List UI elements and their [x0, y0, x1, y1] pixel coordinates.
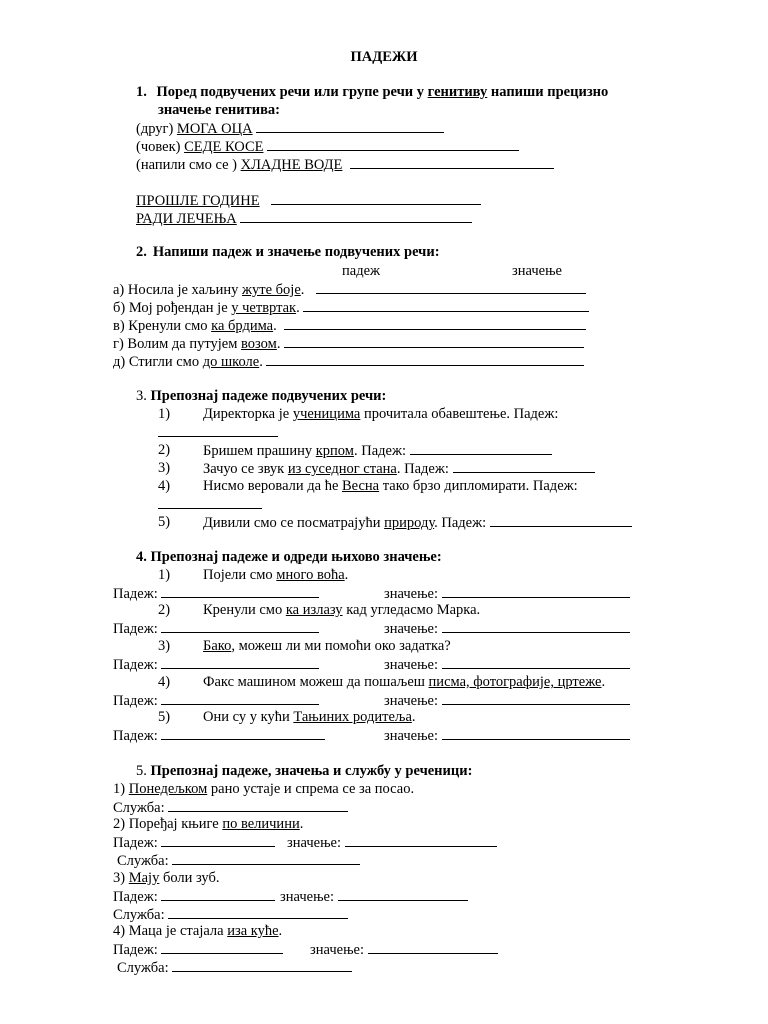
- case-blank[interactable]: [161, 887, 275, 901]
- s1-item-underlined: РАДИ ЛЕЧЕЊА: [136, 211, 237, 227]
- s3-item-4-blank-line: [158, 495, 262, 514]
- section-2-number: 2.: [136, 244, 147, 260]
- s3-item-3: [158, 459, 449, 477]
- meaning-blank[interactable]: [345, 833, 497, 847]
- s4-answer-row-2: [113, 619, 319, 638]
- s4-item-suffix: .: [411, 709, 416, 725]
- s5-item-3: [113, 869, 220, 887]
- s3-item-underlined: из суседног стана: [287, 461, 397, 477]
- s5-meaning-row-2: [287, 833, 497, 852]
- s5-item-underlined: по величини: [222, 816, 300, 832]
- section-2-heading: [136, 243, 440, 261]
- section-1-heading: [136, 83, 608, 101]
- s2-item-underlined: жуте боје: [242, 282, 301, 298]
- s4-item-3: [158, 637, 451, 655]
- s1-item-3: [136, 155, 554, 174]
- s2-item-suffix: .: [259, 354, 263, 370]
- s4-item-prefix: Кренули смо: [203, 602, 286, 618]
- case-label: Падеж:: [113, 835, 158, 851]
- answer-blank[interactable]: [256, 119, 444, 133]
- meaning-blank[interactable]: [442, 584, 630, 598]
- s5-case-row-3: [113, 887, 275, 906]
- column-header-meaning: значење: [512, 263, 562, 279]
- s3-item-prefix: Бришем прашину: [203, 443, 316, 459]
- answer-blank[interactable]: [284, 334, 584, 348]
- page-title: ПАДЕЖИ: [350, 49, 418, 65]
- s3-item-5: [158, 513, 487, 531]
- s4-meaning-row-5: [384, 726, 630, 745]
- s4-item-2: [158, 601, 481, 619]
- case-blank[interactable]: [161, 726, 325, 740]
- service-label: Служба:: [117, 853, 169, 869]
- service-blank[interactable]: [168, 905, 348, 919]
- answer-blank[interactable]: [271, 191, 481, 205]
- s4-item-underlined: ка излазу: [285, 602, 343, 618]
- s3-item-number: 2): [158, 442, 171, 458]
- answer-blank[interactable]: [453, 459, 595, 473]
- case-blank[interactable]: [161, 619, 319, 633]
- s4-item-4: [158, 673, 606, 691]
- answer-blank[interactable]: [266, 352, 584, 366]
- s4-item-5: [158, 708, 416, 726]
- service-blank[interactable]: [168, 798, 348, 812]
- s5-item-suffix: .: [278, 923, 283, 939]
- s1-item-prefix: (човек): [136, 139, 185, 155]
- case-label: Падеж:: [113, 586, 158, 602]
- case-label: Падеж:: [113, 728, 158, 744]
- s5-item-underlined: Понедељком: [128, 781, 208, 797]
- s4-item-prefix: Појели смо: [203, 567, 277, 583]
- s3-item-underlined: природу: [384, 515, 435, 531]
- s1-item-5: [136, 209, 472, 228]
- s3-item-2: [158, 441, 406, 459]
- s2-item-prefix: б) Мој рођендан је: [113, 300, 232, 316]
- s5-item-suffix: боли зуб.: [159, 870, 220, 886]
- s4-item-suffix: .: [601, 674, 606, 690]
- s2-item-prefix: г) Волим да путујем: [113, 336, 242, 352]
- answer-blank[interactable]: [158, 495, 262, 509]
- section-1-heading-line2: значење генитива:: [158, 102, 281, 118]
- s5-item-2: [113, 815, 303, 833]
- s4-meaning-row-3: [384, 655, 630, 674]
- answer-blank[interactable]: [490, 513, 632, 527]
- s2-item-a: [113, 280, 586, 299]
- s1-item-prefix: (друг): [136, 121, 177, 137]
- section-3-number: 3.: [136, 388, 147, 404]
- answer-blank[interactable]: [316, 280, 586, 294]
- s4-item-number: 1): [158, 567, 171, 583]
- s2-item-e: [113, 352, 584, 371]
- meaning-blank[interactable]: [338, 887, 468, 901]
- answer-blank[interactable]: [240, 209, 472, 223]
- s4-item-1: [158, 566, 349, 584]
- s5-item-suffix: рано устаје и спрема се за посао.: [207, 781, 415, 797]
- s1-item-underlined: СЕДЕ КОСЕ: [184, 139, 264, 155]
- s5-item-underlined: иза куће: [227, 923, 279, 939]
- s3-item-underlined: крпом: [315, 443, 354, 459]
- s2-item-underlined: возом: [241, 336, 277, 352]
- case-blank[interactable]: [161, 691, 319, 705]
- s4-item-suffix: .: [344, 567, 349, 583]
- s1-item-prefix: (напили смо се ): [136, 157, 241, 173]
- s3-item-prefix: Зачуо се звук: [203, 461, 288, 477]
- s5-item-prefix: 3): [113, 870, 129, 886]
- s3-item-suffix: . Падеж:: [434, 515, 487, 531]
- s3-item-number: 1): [158, 406, 171, 422]
- s5-service-row-2: [117, 851, 360, 870]
- s4-item-number: 5): [158, 709, 171, 725]
- s3-item-suffix: . Падеж:: [396, 461, 449, 477]
- s2-item-b: [113, 298, 589, 317]
- s2-item-c: [113, 316, 586, 335]
- s5-case-row-2: [113, 833, 275, 852]
- s1-item-underlined: МОГА ОЦА: [176, 121, 253, 137]
- answer-blank[interactable]: [284, 316, 586, 330]
- case-blank[interactable]: [161, 833, 275, 847]
- case-label: Падеж:: [113, 621, 158, 637]
- s3-item-underlined: Весна: [342, 478, 380, 494]
- s4-answer-row-3: [113, 655, 319, 674]
- s3-item-suffix: прочитала обавештење. Падеж:: [360, 406, 559, 422]
- meaning-label: значење:: [310, 942, 365, 958]
- case-label: Падеж:: [113, 693, 158, 709]
- meaning-label: значење:: [287, 835, 342, 851]
- case-blank[interactable]: [161, 940, 283, 954]
- s4-answer-row-5: [113, 726, 325, 745]
- s2-item-prefix: в) Кренули смо: [113, 318, 212, 334]
- service-label: Служба:: [113, 907, 165, 923]
- meaning-blank[interactable]: [368, 940, 498, 954]
- s2-item-underlined: у четвртак: [231, 300, 297, 316]
- meaning-label: значење:: [384, 728, 439, 744]
- section-1-heading-text: Поред подвучених речи или групе речи у: [156, 84, 428, 100]
- meaning-label: значење:: [384, 657, 439, 673]
- column-header-case: падеж: [342, 263, 381, 279]
- section-5-heading: [136, 762, 472, 780]
- s4-item-prefix: Факс машином можеш да пошаљеш: [203, 674, 429, 690]
- answer-blank[interactable]: [158, 423, 278, 437]
- meaning-label: значење:: [280, 889, 335, 905]
- case-label: Падеж:: [113, 657, 158, 673]
- s3-item-suffix: . Падеж:: [353, 443, 406, 459]
- s1-item-underlined: ХЛАДНЕ ВОДЕ: [240, 157, 343, 173]
- s3-item-prefix: Нисмо веровали да ће: [203, 478, 343, 494]
- s2-item-prefix: д) Стигли смо: [113, 354, 203, 370]
- section-5-heading-text: Препознај падеже, значења и службу у реченици:: [150, 763, 473, 779]
- section-4-number: 4.: [136, 549, 147, 565]
- s2-item-underlined: до школе: [202, 354, 260, 370]
- section-4-heading-text: Препознај падеже и одреди њихово значење:: [150, 549, 442, 565]
- meaning-label: значење:: [384, 693, 439, 709]
- section-1-heading-underlined: генитиву: [427, 84, 488, 100]
- s5-item-suffix: .: [299, 816, 304, 832]
- section-3-heading-text: Препознај падеже подвучених речи:: [150, 388, 387, 404]
- s1-item-2: [136, 137, 519, 156]
- s5-item-1: [113, 780, 414, 798]
- meaning-label: значење:: [384, 621, 439, 637]
- service-label: Служба:: [113, 800, 165, 816]
- s1-item-1: [136, 119, 444, 138]
- s3-item-underlined: ученицима: [292, 406, 361, 422]
- service-label: Служба:: [117, 960, 169, 976]
- s4-item-underlined: много воћа: [276, 567, 345, 583]
- answer-blank[interactable]: [350, 155, 554, 169]
- case-blank[interactable]: [161, 584, 319, 598]
- s4-item-number: 3): [158, 638, 171, 654]
- s4-item-suffix: кад угледасмо Марка.: [342, 602, 481, 618]
- s2-item-suffix: .: [300, 282, 305, 298]
- s2-item-prefix: а) Носила је хаљину: [113, 282, 242, 298]
- s3-item-number: 3): [158, 460, 171, 476]
- s1-item-4: [136, 191, 481, 210]
- s5-meaning-row-3: [280, 887, 468, 906]
- s3-item-prefix: Директорка је: [203, 406, 293, 422]
- s3-item-suffix: тако брзо дипломирати. Падеж:: [379, 478, 578, 494]
- answer-blank[interactable]: [267, 137, 519, 151]
- s5-item-prefix: 2) Поређај књиге: [113, 816, 223, 832]
- meaning-blank[interactable]: [442, 655, 630, 669]
- s3-item-number: 5): [158, 514, 171, 530]
- s3-item-4: [158, 477, 578, 495]
- s3-item-1: [158, 405, 559, 423]
- section-1-heading-text-end: напиши прецизно: [487, 84, 609, 100]
- s4-item-number: 2): [158, 602, 171, 618]
- section-5-number: 5.: [136, 763, 147, 779]
- meaning-label: значење:: [384, 586, 439, 602]
- meaning-blank[interactable]: [442, 619, 630, 633]
- s4-item-number: 4): [158, 674, 171, 690]
- s5-meaning-row-4: [310, 940, 498, 959]
- answer-blank[interactable]: [303, 298, 589, 312]
- s2-item-d: [113, 334, 584, 353]
- meaning-blank[interactable]: [442, 726, 630, 740]
- section-1-number: 1.: [136, 84, 147, 100]
- s4-item-prefix: Они су у кући: [203, 709, 294, 725]
- section-4-heading: [136, 548, 442, 566]
- s2-item-underlined: ка брдима: [211, 318, 274, 334]
- s5-item-prefix: 1): [113, 781, 129, 797]
- s4-meaning-row-4: [384, 691, 630, 710]
- s1-item-underlined: ПРОШЛЕ ГОДИНЕ: [136, 193, 260, 209]
- s3-item-prefix: Дивили смо се посматрајући: [203, 515, 385, 531]
- meaning-blank[interactable]: [442, 691, 630, 705]
- s4-item-underlined: Тањиних родитеља: [293, 709, 412, 725]
- service-blank[interactable]: [172, 958, 352, 972]
- s2-item-suffix: .: [273, 318, 277, 334]
- s4-meaning-row-2: [384, 619, 630, 638]
- case-label: Падеж:: [113, 942, 158, 958]
- s3-item-1-blank-line: [158, 423, 278, 442]
- s2-item-suffix: .: [276, 336, 281, 352]
- s5-case-row-4: [113, 940, 283, 959]
- service-blank[interactable]: [172, 851, 360, 865]
- s5-service-row-4: [117, 958, 352, 977]
- s2-item-suffix: .: [296, 300, 300, 316]
- case-blank[interactable]: [161, 655, 319, 669]
- s4-item-suffix: , можеш ли ми помоћи око задатка?: [231, 638, 451, 654]
- s4-item-underlined: Бако: [203, 638, 232, 654]
- s3-item-number: 4): [158, 478, 171, 494]
- s4-item-underlined: писма, фотографије, цртеже: [428, 674, 602, 690]
- answer-blank[interactable]: [410, 441, 552, 455]
- s5-item-underlined: Мају: [128, 870, 160, 886]
- section-2-heading-text: Напиши падеж и значење подвучених речи:: [152, 244, 440, 260]
- s5-item-4: [113, 922, 282, 940]
- section-3-heading: [136, 387, 386, 405]
- case-label: Падеж:: [113, 889, 158, 905]
- s5-item-prefix: 4) Маца је стајала: [113, 923, 228, 939]
